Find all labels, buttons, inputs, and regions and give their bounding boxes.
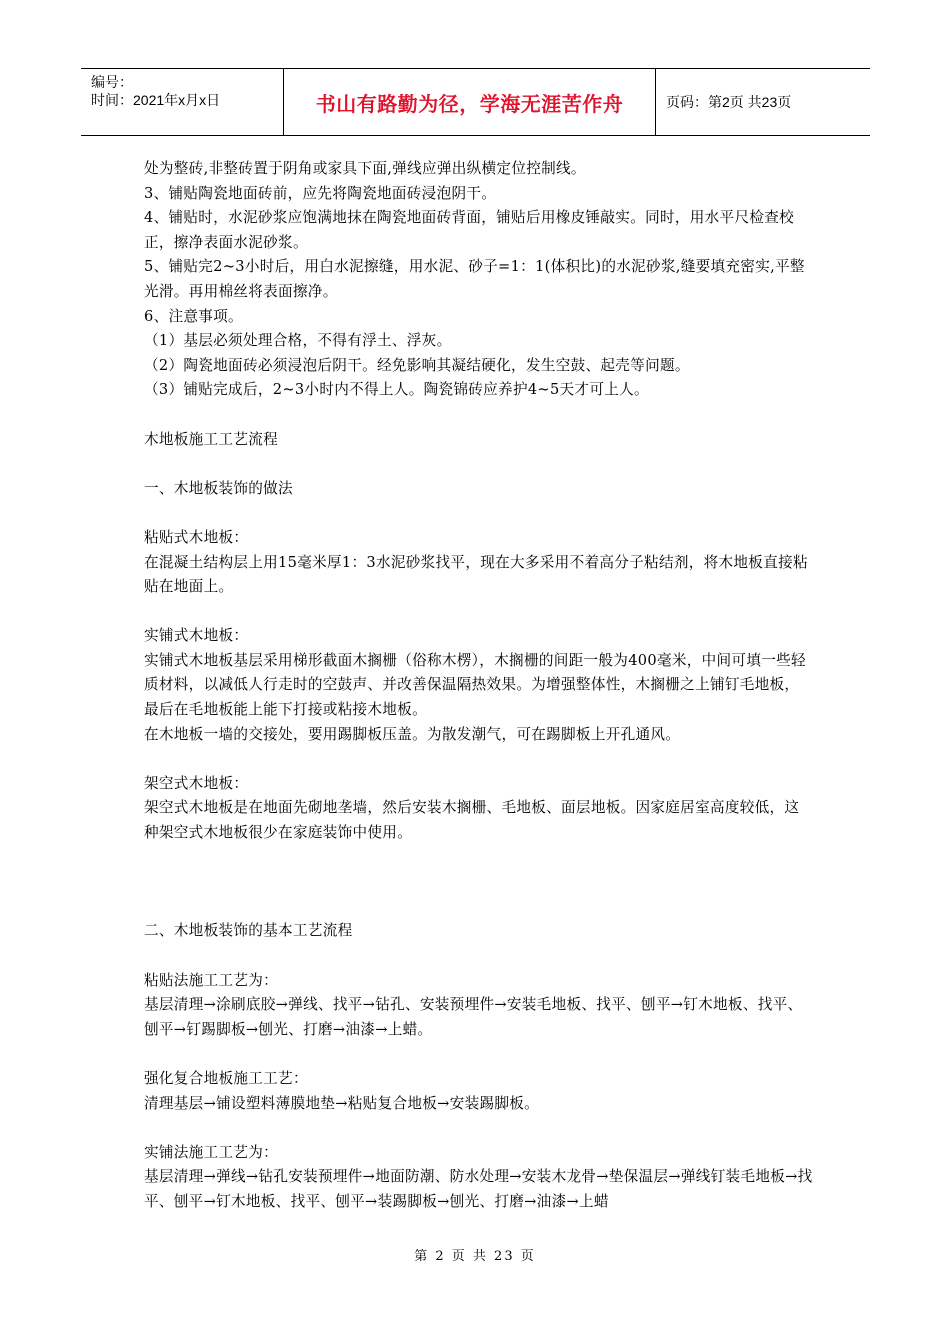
paragraph: 木地板施工工艺流程 — [144, 430, 279, 448]
paragraph-spacer — [144, 846, 814, 871]
paragraph: 在木地板一墙的交接处，要用踢脚板压盖。为散发潮气，可在踢脚板上开孔通风。 — [144, 725, 681, 743]
date-line: 时间：2021年x月x日 — [91, 92, 221, 108]
paragraph-spacer — [144, 600, 814, 625]
paragraph: 实铺式木地板基层采用梯形截面木搁栅（俗称木楞），木搁栅的间距一般为400毫米，中间可填一些轻质材料，以减低人行走时的空鼓声、并改善保温隔热效果。为增强整体性，木搁栅之上铺钉毛地板，最后在毛地板能上能下打接或粘接木地板。 — [144, 651, 806, 719]
paragraph-spacer — [144, 1042, 814, 1067]
paragraph-spacer — [144, 1116, 814, 1141]
paragraph: 强化复合地板施工工艺： — [144, 1069, 308, 1087]
header-page-info: 页码：第2页 共23页 — [666, 94, 792, 110]
paragraph: 在混凝土结构层上用15毫米厚1：3水泥砂浆找平，现在大多采用不着高分子粘结剂，将木地板直接粘贴在地面上。 — [144, 553, 808, 596]
page-footer: 第 2 页 共 23 页 — [414, 1249, 536, 1264]
paragraph: 粘贴式木地板： — [144, 528, 249, 546]
paragraph: 架空式木地板是在地面先砌地垄墙，然后安装木搁栅、毛地板、面层地板。因家庭居室高度较低，这种架空式木地板很少在家庭装饰中使用。 — [144, 799, 800, 842]
paragraph: 清理基层→铺设塑料薄膜地垫→粘贴复合地板→安装踢脚板。 — [144, 1094, 540, 1112]
document-header — [81, 68, 870, 136]
paragraph-spacer — [144, 747, 814, 772]
paragraph: 架空式木地板： — [144, 774, 249, 792]
header-motto-cell — [283, 69, 656, 135]
paragraph: 实铺式木地板： — [144, 627, 249, 645]
paragraph: （3）铺贴完成后，2~3小时内不得上人。陶瓷锦砖应养护4~5天才可上人。 — [144, 381, 649, 399]
paragraph: 实铺法施工工艺为： — [144, 1143, 279, 1161]
paragraph: 一、木地板装饰的做法 — [144, 479, 293, 497]
paragraph-spacer — [144, 870, 814, 895]
paragraph: （1）基层必须处理合格，不得有浮土、浮灰。 — [144, 332, 452, 350]
paragraph-spacer — [144, 895, 814, 920]
serial-number-label: 编号： — [91, 74, 133, 90]
paragraph: 处为整砖,非整砖置于阴角或家具下面,弹线应弹出纵横定位控制线。 — [144, 160, 586, 177]
paragraph: 基层清理→弹线→钻孔安装预埋件→地面防潮、防水处理→安装木龙骨→垫保温层→弹线钉装毛地板→找平、刨平→钉木地板、找平、刨平→装踢脚板→刨光、打磨→油漆→上蜡 — [144, 1168, 813, 1210]
paragraph: 6、注意事项。 — [144, 307, 243, 325]
header-meta — [81, 69, 283, 135]
paragraph: 5、铺贴完2~3小时后，用白水泥擦缝，用水泥、砂子=1：1(体积比)的水泥砂浆,缝要填充密实,平整光滑。再用棉丝将表面擦净。 — [144, 258, 805, 300]
paragraph-spacer — [144, 944, 814, 969]
paragraph-spacer — [144, 452, 814, 477]
paragraph: （2）陶瓷地面砖必须浸泡后阴干。经免影响其凝结硬化，发生空鼓、起壳等问题。 — [144, 356, 690, 374]
paragraph: 粘贴法施工工艺为： — [144, 971, 279, 989]
paragraph-spacer — [144, 501, 814, 526]
paragraph: 4、铺贴时，水泥砂浆应饱满地抹在陶瓷地面砖背面，铺贴后用橡皮锤敲实。同时，用水平尺检查校正，擦净表面水泥砂浆。 — [144, 209, 795, 251]
paragraph: 二、木地板装饰的基本工艺流程 — [144, 922, 353, 940]
paragraph-spacer — [144, 403, 814, 428]
header-page-info-cell — [656, 69, 870, 135]
header-motto: 书山有路勤为径，学海无涯苦作舟 — [315, 91, 624, 116]
paragraph: 3、铺贴陶瓷地面砖前，应先将陶瓷地面砖浸泡阴干。 — [144, 184, 497, 202]
paragraph: 基层清理→涂刷底胶→弹线、找平→钻孔、安装预埋件→安装毛地板、找平、刨平→钉木地板、找平、刨平→钉踢脚板→刨光、打磨→油漆→上蜡。 — [144, 996, 803, 1038]
document-body — [144, 157, 814, 1215]
